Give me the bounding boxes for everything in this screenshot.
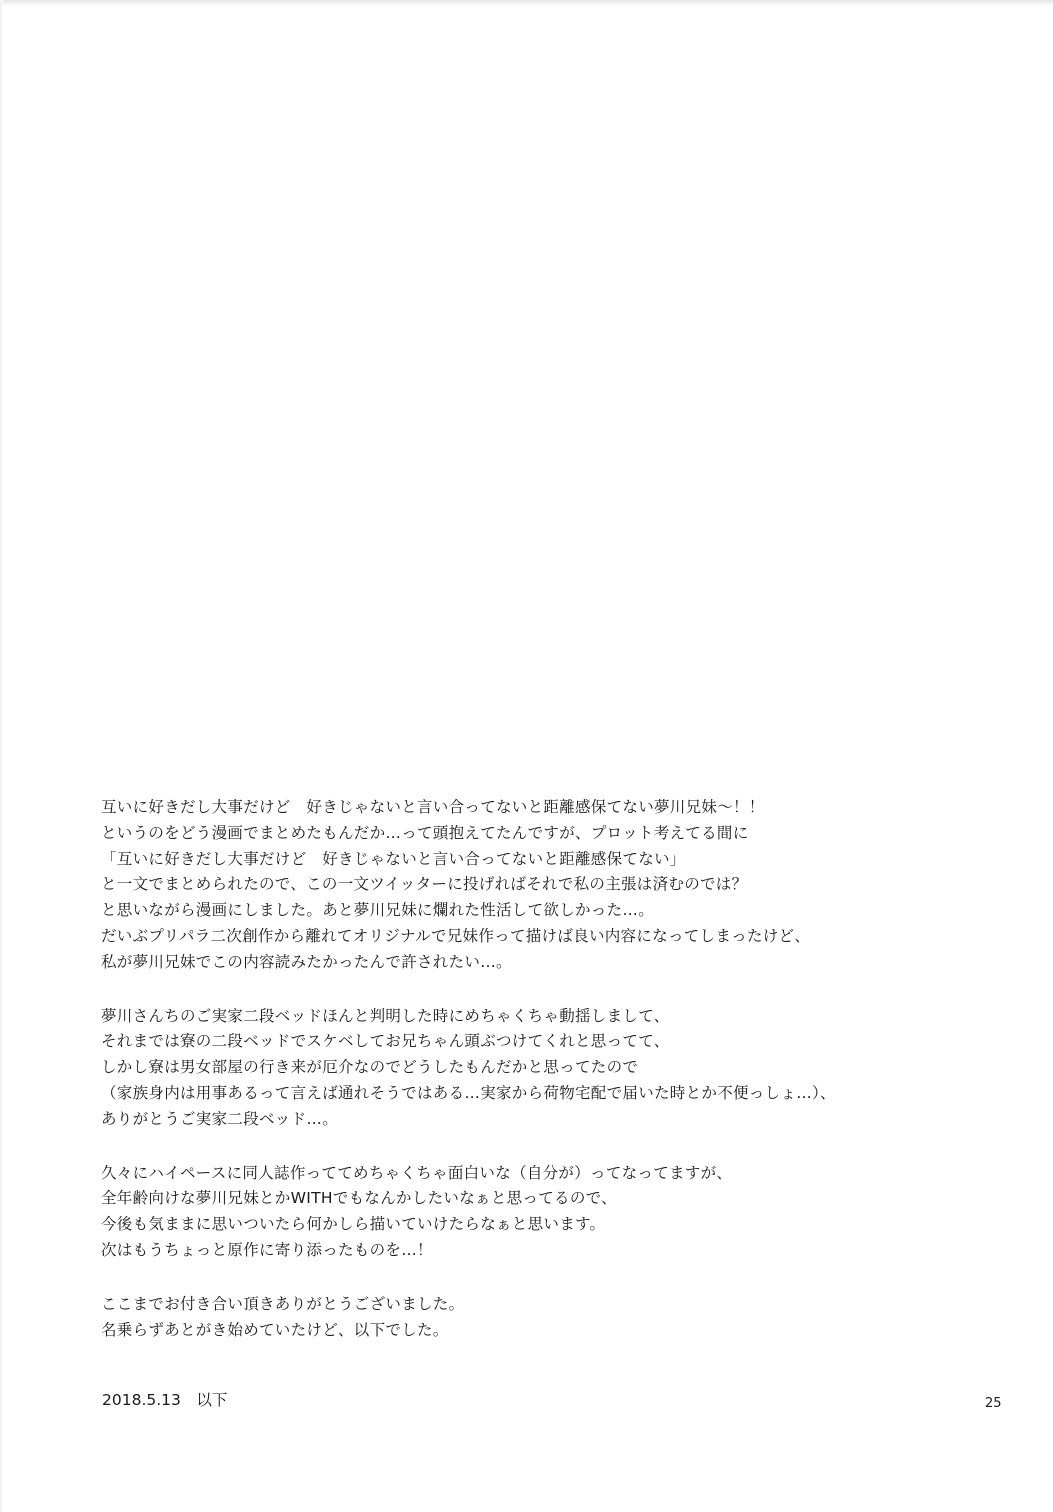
text-line: 「互いに好きだし大事だけど 好きじゃないと言い合ってないと距離感保てない」 <box>101 849 686 868</box>
text-line: 今後も気ままに思いついたら何かしら描いていけたらなぁと思います。 <box>101 1215 606 1234</box>
text-line: と一文でまとめられたので、この一文ツイッターに投げればそれで私の主張は済むのでは？ <box>101 875 748 894</box>
text-line: ここまでお付き合い頂きありがとうございました。 <box>101 1294 465 1313</box>
afterword-paragraph-2 <box>101 1004 836 1133</box>
text-line: 互いに好きだし大事だけど 好きじゃないと言い合ってないと距離感保てない夢川兄妹～！！ <box>101 798 765 816</box>
text-line: それまでは寮の二段ベッドでスケベしてお兄ちゃん頭ぶつけてくれと思ってて、 <box>101 1032 670 1051</box>
scan-edge-left <box>0 0 3 1512</box>
text-line: 全年齢向けな夢川兄妹とかWITHでもなんかしたいなぁと思ってるので、 <box>101 1189 617 1208</box>
afterword-paragraph-1 <box>101 795 811 976</box>
date-signature: 2018.5.13 以下 <box>102 1391 228 1409</box>
text-line: しかし寮は男女部屋の行き来が厄介なのでどうしたもんだかと思ってたので <box>101 1058 639 1077</box>
text-line: 私が夢川兄妹でこの内容読みたかったんで許されたい…。 <box>101 952 512 971</box>
text-line: 名乗らずあとがき始めていたけど、以下でした。 <box>101 1320 449 1339</box>
afterword-paragraph-3 <box>101 1161 761 1264</box>
text-line: ありがとうご実家二段ベッド…。 <box>101 1109 339 1128</box>
text-line: 夢川さんちのご実家二段ベッドほんと判明した時にめちゃくちゃ動揺しまして、 <box>101 1006 670 1025</box>
text-line: （家族身内は用事あるって言えば通れそうではある…実家から荷物宅配で届いた時とか不便っしょ…）、 <box>101 1083 836 1102</box>
text-line: 久々にハイペースに同人誌作っててめちゃくちゃ面白いな（自分が）ってなってますが、 <box>101 1163 733 1182</box>
page-number: 25 <box>985 1396 1002 1411</box>
text-line: 次はもうちょっと原作に寄り添ったものを…！ <box>101 1240 433 1259</box>
text-line: だいぶプリパラ二次創作から離れてオリジナルで兄妹作って描けば良い内容になってしまったけど、 <box>101 926 811 945</box>
afterword-body <box>101 795 836 1371</box>
text-line: というのをどう漫画でまとめたもんだか…って頭抱えてたんですが、プロット考えてる間に <box>101 823 749 842</box>
afterword-paragraph-4 <box>101 1292 761 1344</box>
text-line: と思いながら漫画にしました。あと夢川兄妹に爛れた性活して欲しかった…。 <box>101 901 655 920</box>
scan-edge-top <box>0 0 1053 6</box>
